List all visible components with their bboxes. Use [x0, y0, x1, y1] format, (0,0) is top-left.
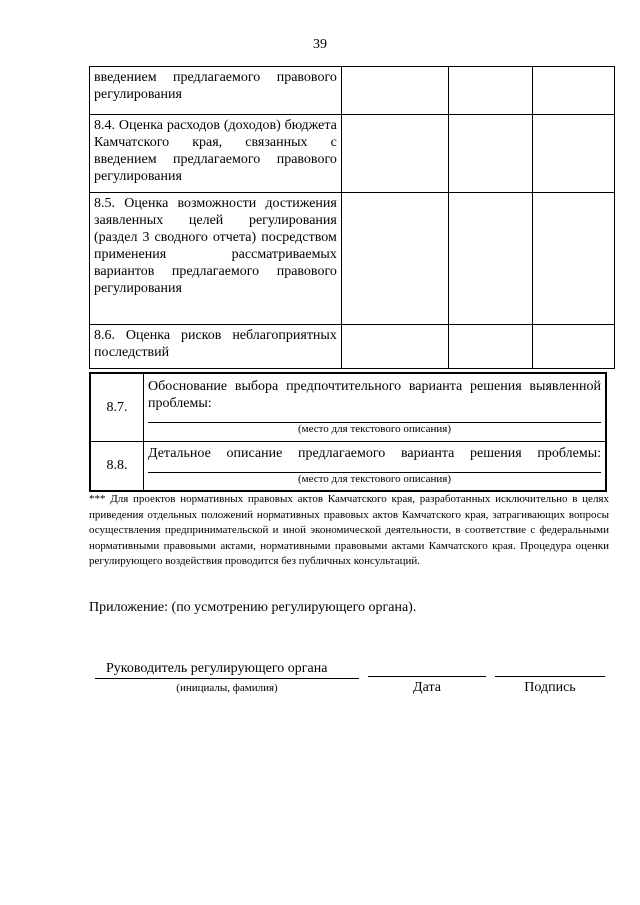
row-text: 8.5. Оценка возможности достижения заявленных целей регулирования (раздел 3 сводного отчета) посредством применения рассматриваемых вариантов предлагаемого правового регулирования [90, 193, 342, 325]
row-text: Детальное описание предлагаемого варианта решения проблемы: [148, 446, 601, 462]
field-caption: (место для текстового описания) [297, 473, 452, 486]
empty-cell [341, 67, 448, 115]
signature-label: Подпись [524, 680, 576, 695]
initials-caption: (инициалы, фамилия) [176, 682, 278, 694]
evaluation-table-top [89, 66, 615, 369]
table-row [90, 193, 615, 325]
empty-cell [341, 325, 448, 369]
row-body [144, 441, 607, 491]
table-row [90, 325, 615, 369]
empty-cell [449, 115, 533, 193]
empty-cell [533, 115, 615, 193]
row-text: введением предлагаемого правового регулирования [90, 67, 342, 115]
table-row [90, 115, 615, 193]
head-label: Руководитель регулирующего органа [106, 661, 328, 676]
row-text: 8.4. Оценка расходов (доходов) бюджета Камчатского края, связанных с введением предлагаемого правового регулирования [90, 115, 342, 193]
empty-cell [449, 325, 533, 369]
page-number: 39 [313, 37, 327, 52]
text-input-line [148, 464, 601, 473]
row-text: 8.6. Оценка рисков неблагоприятных последствий [90, 325, 342, 369]
table-row [90, 373, 606, 441]
signature-line [495, 676, 605, 677]
appendix-note: Приложение: (по усмотрению регулирующего органа). [89, 600, 417, 615]
date-label: Дата [413, 680, 441, 695]
empty-cell [533, 325, 615, 369]
row-body [144, 373, 607, 441]
empty-cell [449, 67, 533, 115]
empty-cell [533, 193, 615, 325]
row-number: 8.8. [90, 441, 144, 491]
head-line [95, 678, 359, 679]
date-line [368, 676, 486, 677]
footnote: *** Для проектов нормативных правовых актов Камчатского края, разработанных исключительно в целях приведения отдельных положений нормативных правовых актов Камчатского края, затрагивающих вопросы осуществления предпринимательской и иной экономической деятельности, в соответствие с федеральными нормативными правовыми актами, нормативными правовыми актами Камчатского края. Процедура оценки регулирующего воздействия проводится без публичных консультаций. [89, 493, 609, 567]
empty-cell [533, 67, 615, 115]
evaluation-table-bottom [89, 372, 607, 492]
row-number: 8.7. [90, 373, 144, 441]
empty-cell [341, 193, 448, 325]
text-input-line [148, 414, 601, 423]
table-row [90, 441, 606, 491]
empty-cell [449, 193, 533, 325]
empty-cell [341, 115, 448, 193]
row-text: Обоснование выбора предпочтительного варианта решения выявленной проблемы: [148, 379, 601, 412]
table-row [90, 67, 615, 115]
field-caption: (место для текстового описания) [297, 423, 452, 436]
